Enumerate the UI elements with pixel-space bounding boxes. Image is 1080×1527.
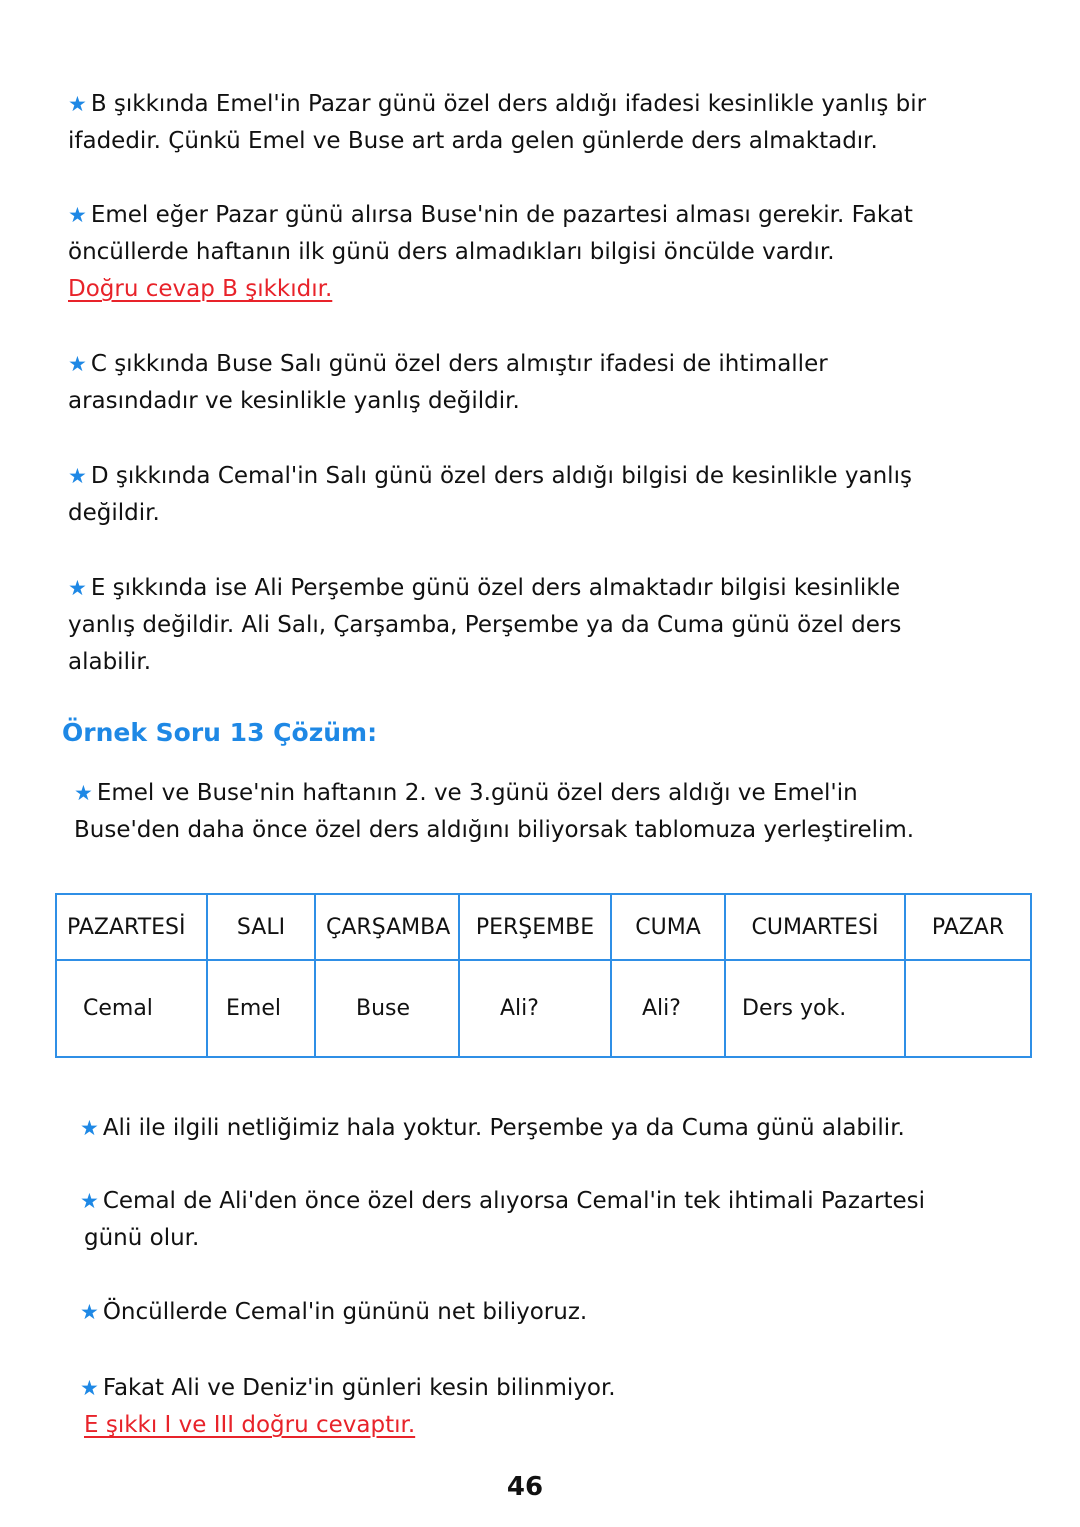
text-line: Buse'den daha önce özel ders aldığını biliyorsak tablomuza yerleştirelim. xyxy=(74,817,915,843)
note-premises xyxy=(80,1294,587,1331)
table-cell xyxy=(905,960,1031,1057)
text-line: yanlış değildir. Ali Salı, Çarşamba, Perşembe ya da Cuma günü özel ders xyxy=(68,612,902,638)
text-line: öncüllerde haftanın ilk günü ders almadıkları bilgisi öncülde vardır. xyxy=(68,239,835,265)
text-line: günü olur. xyxy=(84,1225,200,1251)
star-icon: ★ xyxy=(80,1189,99,1213)
text-line: ★ E şıkkında ise Ali Perşembe günü özel ders almaktadır bilgisi kesinlikle xyxy=(68,575,901,601)
answer-text: Doğru cevap B şıkkıdır. xyxy=(68,276,333,302)
solution-intro xyxy=(74,775,914,849)
text-line: ★ Ali ile ilgili netliğimiz hala yoktur. Perşembe ya da Cuma günü alabilir. xyxy=(80,1115,905,1141)
schedule-table xyxy=(55,893,1032,1058)
table-header-cell: CUMARTESİ xyxy=(725,894,905,960)
table-cell: Ali? xyxy=(459,960,611,1057)
star-icon: ★ xyxy=(74,781,93,805)
text-line: ★ Emel eğer Pazar günü alırsa Buse'nin de pazartesi alması gerekir. Fakat xyxy=(68,202,913,228)
paragraph-c-option xyxy=(68,346,828,420)
paragraph-d-option xyxy=(68,458,912,532)
text-line: alabilir. xyxy=(68,649,152,675)
table-header-cell: PAZARTESİ xyxy=(56,894,207,960)
table-header-cell: CUMA xyxy=(611,894,725,960)
text-line: arasındadır ve kesinlikle yanlış değildir. xyxy=(68,388,520,414)
star-icon: ★ xyxy=(80,1300,99,1324)
text-line: ★ Fakat Ali ve Deniz'in günleri kesin bilinmiyor. xyxy=(80,1375,616,1401)
table-cell: Emel xyxy=(207,960,315,1057)
table-header-cell: ÇARŞAMBA xyxy=(315,894,459,960)
star-icon: ★ xyxy=(80,1376,99,1400)
table-cell: Ders yok. xyxy=(725,960,905,1057)
text-line: ★ Cemal de Ali'den önce özel ders alıyorsa Cemal'in tek ihtimali Pazartesi xyxy=(80,1188,925,1214)
star-icon: ★ xyxy=(68,92,87,116)
text-line: ★ Öncüllerde Cemal'in gününü net biliyoruz. xyxy=(80,1299,588,1325)
table-cell: Ali? xyxy=(611,960,725,1057)
text-line: ★ B şıkkında Emel'in Pazar günü özel ders aldığı ifadesi kesinlikle yanlış bir xyxy=(68,91,927,117)
star-icon: ★ xyxy=(68,464,87,488)
answer-text: E şıkkı I ve III doğru cevaptır. xyxy=(84,1412,416,1438)
note-cemal xyxy=(80,1183,925,1257)
text-line: ★ D şıkkında Cemal'in Salı günü özel ders aldığı bilgisi de kesinlikle yanlış xyxy=(68,463,912,489)
note-ali-deniz xyxy=(80,1370,616,1444)
text-line: ifadedir. Çünkü Emel ve Buse art arda gelen günlerde ders almaktadır. xyxy=(68,128,878,154)
answer-line xyxy=(68,271,913,308)
note-ali xyxy=(80,1110,905,1147)
table-cell: Buse xyxy=(315,960,459,1057)
section-title: Örnek Soru 13 Çözüm: xyxy=(62,718,378,747)
star-icon: ★ xyxy=(68,576,87,600)
text-line: değildir. xyxy=(68,500,160,526)
table-header-row xyxy=(56,894,1031,960)
table-row xyxy=(56,960,1031,1057)
table-header-cell: PAZAR xyxy=(905,894,1031,960)
star-icon: ★ xyxy=(68,352,87,376)
answer-line xyxy=(80,1407,616,1444)
text-line: ★ C şıkkında Buse Salı günü özel ders almıştır ifadesi de ihtimaller xyxy=(68,351,828,377)
page-number: 46 xyxy=(506,1472,544,1502)
paragraph-b-option xyxy=(68,86,926,160)
star-icon: ★ xyxy=(68,203,87,227)
paragraph-e-option xyxy=(68,570,901,681)
table-cell: Cemal xyxy=(56,960,207,1057)
table-header-cell: SALI xyxy=(207,894,315,960)
star-icon: ★ xyxy=(80,1116,99,1140)
table-header-cell: PERŞEMBE xyxy=(459,894,611,960)
paragraph-emel-pazar xyxy=(68,197,913,308)
text-line: ★ Emel ve Buse'nin haftanın 2. ve 3.günü özel ders aldığı ve Emel'in xyxy=(74,780,858,806)
